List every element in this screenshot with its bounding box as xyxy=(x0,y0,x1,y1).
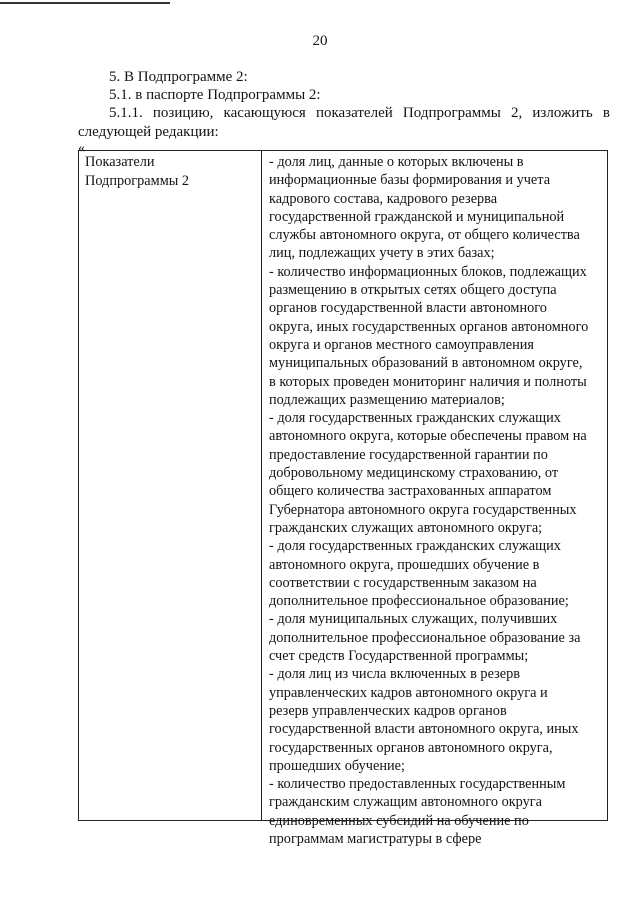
table-indicator-line: - доля лиц, данные о которых включены в xyxy=(269,154,524,170)
table-indicator-line: информационные базы формирования и учета xyxy=(269,172,551,189)
table-indicator-line: Губернатора автономного округа государственных xyxy=(269,501,577,518)
table-indicator-line: программам магистратуры в сфере xyxy=(269,830,482,847)
instruction-paragraph xyxy=(78,104,610,142)
table-indicator-line: дополнительное профессиональное образование за xyxy=(269,629,581,646)
table-indicator-line: гражданским служащим автономного округа xyxy=(269,794,542,811)
table-left-cell xyxy=(79,151,262,820)
table-right-cell xyxy=(262,151,607,847)
table-left-label-line: Подпрограммы 2 xyxy=(85,172,190,189)
table-indicator-line: - количество предоставленных государственным xyxy=(269,776,566,793)
table-indicator-line: общего количества застрахованных аппаратом xyxy=(269,483,552,500)
page-number: 20 xyxy=(312,33,328,49)
indicators-table xyxy=(78,150,608,847)
table-indicator-line: размещению в открытых сетях общего доступа xyxy=(269,282,557,299)
table-indicator-line: дополнительное профессиональное образование; xyxy=(269,593,569,610)
table-indicator-line: соответствии с государственным заказом на xyxy=(269,574,537,591)
table-indicator-line: государственной власти автономного округа, иных xyxy=(269,721,579,738)
instruction-line-1: 5.1.1. позицию, касающуюся показателей Подпрограммы 2, изложить в xyxy=(109,105,610,121)
table-indicator-line: добровольному медицинскому страхованию, от xyxy=(269,465,559,482)
table-indicator-line: округа и органов местного самоуправления xyxy=(269,336,534,353)
open-quote-mark: « xyxy=(78,141,85,156)
table-indicator-line: прошедших обучение; xyxy=(269,757,405,774)
table-left-label-line: Показатели xyxy=(85,154,155,170)
table-indicator-line: гражданских служащих автономного округа; xyxy=(269,519,543,536)
table-indicator-line: - доля лиц из числа включенных в резерв xyxy=(269,666,520,683)
table-indicator-line: управленческих кадров автономного округа и xyxy=(269,684,548,701)
table-indicator-line: предоставление государственной гарантии по xyxy=(269,446,548,463)
table-indicator-line: счет средств Государственной программы; xyxy=(269,648,529,665)
table-indicator-line: подлежащих размещению материалов; xyxy=(269,391,505,408)
table-indicator-line: единовременных субсидий на обучение по xyxy=(269,812,529,829)
table-indicator-line: - доля государственных гражданских служащих xyxy=(269,538,561,555)
table-indicator-line: - доля муниципальных служащих, получивших xyxy=(269,611,558,628)
table-indicator-line: лиц, подлежащих учету в этих базах; xyxy=(269,245,495,262)
table-indicator-line: в которых проведен мониторинг наличия и полноты xyxy=(269,373,587,390)
table-indicator-line: автономного округа, прошедших обучение в xyxy=(269,556,540,573)
table-indicator-line: автономного округа, которые обеспечены правом на xyxy=(269,428,587,445)
table-indicator-line: муниципальных образований в автономном округе, xyxy=(269,355,583,372)
table-indicator-line: резерв управленческих кадров органов xyxy=(269,702,507,719)
table-indicator-line: государственных органов автономного округа, xyxy=(269,739,553,756)
table-indicator-line: государственной гражданской и муниципальной xyxy=(269,208,565,225)
top-edge-rule xyxy=(0,2,170,4)
section-heading: 5. В Подпрограмме 2: xyxy=(109,69,248,85)
subsection-heading: 5.1. в паспорте Подпрограммы 2: xyxy=(109,87,321,103)
table-indicator-line: кадрового состава, кадрового резерва xyxy=(269,190,498,207)
table-indicator-line: службы автономного округа, от общего количества xyxy=(269,227,580,244)
instruction-line-2: следующей редакции: xyxy=(78,124,219,140)
table-indicator-line: - доля государственных гражданских служащих xyxy=(269,410,561,427)
table-indicator-line: округа, иных государственных органов автономного xyxy=(269,318,589,335)
table-indicator-line: - количество информационных блоков, подлежащих xyxy=(269,263,587,280)
table-indicator-line: органов государственной власти автономного xyxy=(269,300,547,317)
